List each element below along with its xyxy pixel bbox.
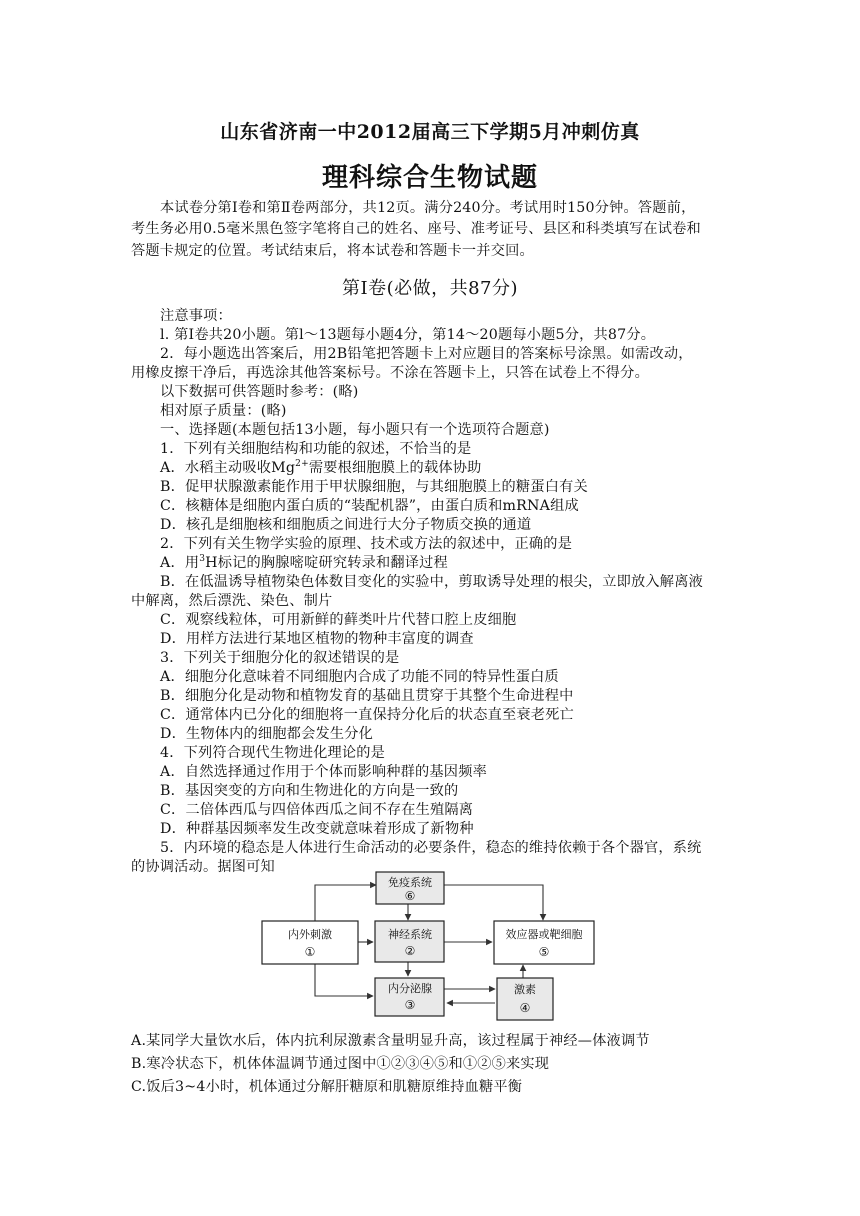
q1-option-d: D．核孔是细胞核和细胞质之间进行大分子物质交换的通道	[160, 517, 532, 533]
q2-option-c: C．观察线粒体，可用新鲜的藓类叶片代替口腔上皮细胞	[160, 612, 517, 628]
q4-option-d: D．种群基因频率发生改变就意味着形成了新物种	[160, 821, 474, 837]
q3-option-d: D．生物体内的细胞都会发生分化	[160, 726, 374, 742]
intro-line-3: 答题卡规定的位置。考试结束后，将本试卷和答题卡一并交回。	[131, 243, 534, 259]
q4-option-b: B．基因突变的方向和生物进化的方向是一致的	[160, 783, 459, 799]
atomic-mass: 相对原子质量：(略)	[160, 403, 287, 419]
q2-option-b-line2: 中解离，然后漂洗、染色、制片	[131, 593, 333, 609]
q5-stem-line1: 5．内环境的稳态是人体进行生命活动的必要条件，稳态的维持依赖于各个器官，系统	[160, 840, 702, 856]
q3-option-c: C．通常体内已分化的细胞将一直保持分化后的状态直至衰老死亡	[160, 707, 574, 723]
note-1: l. 第I卷共20小题。第l～13题每小题4分，第14～20题每小题5分，共87分。	[160, 327, 656, 343]
q2-option-b-line1: B．在低温诱导植物染色体数目变化的实验中，剪取诱导处理的根尖，立即放入解离液	[160, 574, 703, 590]
q1-stem: 1．下列有关细胞结构和功能的叙述，不恰当的是	[160, 441, 472, 457]
q2-stem: 2．下列有关生物学实验的原理、技术或方法的叙述中，正确的是	[160, 536, 573, 552]
node-effector-number: ⑤	[538, 945, 550, 959]
node-nervous-label: 神经系统	[388, 928, 432, 941]
node-endocrine-label: 内分泌腺	[388, 982, 432, 995]
q4-stem: 4．下列符合现代生物进化理论的是	[160, 745, 386, 761]
q5-option-c: C.饭后3~4小时，机体通过分解肝糖原和肌糖原维持血糖平衡	[131, 1079, 523, 1095]
node-nervous-number: ②	[404, 944, 416, 958]
exam-title-line2: 理科综合生物试题	[321, 163, 538, 193]
section-title: 第Ⅰ卷(必做，共87分)	[341, 278, 519, 299]
q3-stem: 3．下列关于细胞分化的叙述错误的是	[160, 650, 400, 666]
arrow-stimulus-immune	[315, 885, 376, 921]
arrow-stimulus-endocrine	[315, 964, 373, 996]
regulation-diagram	[258, 868, 598, 1032]
q3-option-a: A．细胞分化意味着不同细胞内合成了功能不同的特异性蛋白质	[160, 669, 559, 685]
part1-heading: 一、选择题(本题包括13小题，每小题只有一个选项符合题意)	[160, 422, 550, 438]
node-stimulus-label: 内外刺激	[288, 928, 332, 941]
node-effector	[494, 921, 594, 964]
q1-option-a: A．水稻主动吸收$Mg^{2+}$需要根细胞膜上的载体协助	[160, 459, 482, 476]
note-2a: 2．每小题选出答案后，用2B铅笔把答题卡上对应题目的答案标号涂黑。如需改动，	[160, 346, 693, 362]
intro-line-1: 本试卷分第I卷和第Ⅱ卷两部分，共12页。满分240分。考试用时150分钟。答题前，	[160, 200, 696, 216]
q4-option-c: C．二倍体西瓜与四倍体西瓜之间不存在生殖隔离	[160, 802, 474, 818]
q2-option-a: A．用$^3$H标记的胸腺嘧啶研究转录和翻译过程	[160, 554, 448, 571]
note-2b: 用橡皮擦干净后，再选涂其他答案标号。不涂在答题卡上，只答在试卷上不得分。	[131, 365, 649, 381]
intro-line-2: 考生务必用0.5毫米黑色签字笔将自己的姓名、座号、准考证号、县区和科类填写在试卷和	[131, 221, 701, 237]
node-immune-label: 免疫系统	[388, 876, 432, 889]
node-effector-label: 效应器或靶细胞	[505, 928, 583, 941]
exam-title-line1: 山东省济南一中2012届高三下学期5月冲刺仿真	[220, 121, 640, 143]
node-nervous-system	[375, 921, 444, 962]
node-endocrine-gland	[375, 978, 444, 1016]
q5-stem-line2: 的协调活动。据图可知	[131, 859, 275, 875]
node-immune-number: ⑥	[404, 889, 416, 903]
q2-option-d: D．用样方法进行某地区植物的物种丰富度的调查	[160, 631, 474, 647]
q3-option-b: B．细胞分化是动物和植物发育的基础且贯穿于其整个生命进程中	[160, 688, 574, 704]
notes-heading: 注意事项：	[160, 308, 232, 324]
q1-option-c: C．核糖体是细胞内蛋白质的“装配机器”，由蛋白质和mRNA组成	[160, 498, 579, 514]
node-endocrine-number: ③	[404, 998, 416, 1012]
node-hormone	[497, 978, 553, 1020]
q5-option-b: B.寒冷状态下，机体体温调节通过图中①②③④⑤和①②⑤来实现	[131, 1056, 550, 1072]
q4-option-a: A．自然选择通过作用于个体而影响种群的基因频率	[160, 764, 487, 780]
q1-option-b: B．促甲状腺激素能作用于甲状腺细胞，与其细胞膜上的糖蛋白有关	[160, 479, 588, 495]
node-hormone-number: ④	[519, 1001, 531, 1015]
node-stimulus	[262, 921, 358, 964]
node-stimulus-number: ①	[304, 945, 316, 959]
node-hormone-label: 激素	[514, 983, 536, 996]
q5-option-a: A.某同学大量饮水后，体内抗利尿激素含量明显升高，该过程属于神经—体液调节	[131, 1033, 650, 1049]
node-immune-system	[376, 872, 444, 904]
data-reference: 以下数据可供答题时参考：(略)	[160, 384, 359, 400]
arrow-immune-effector	[444, 885, 543, 920]
